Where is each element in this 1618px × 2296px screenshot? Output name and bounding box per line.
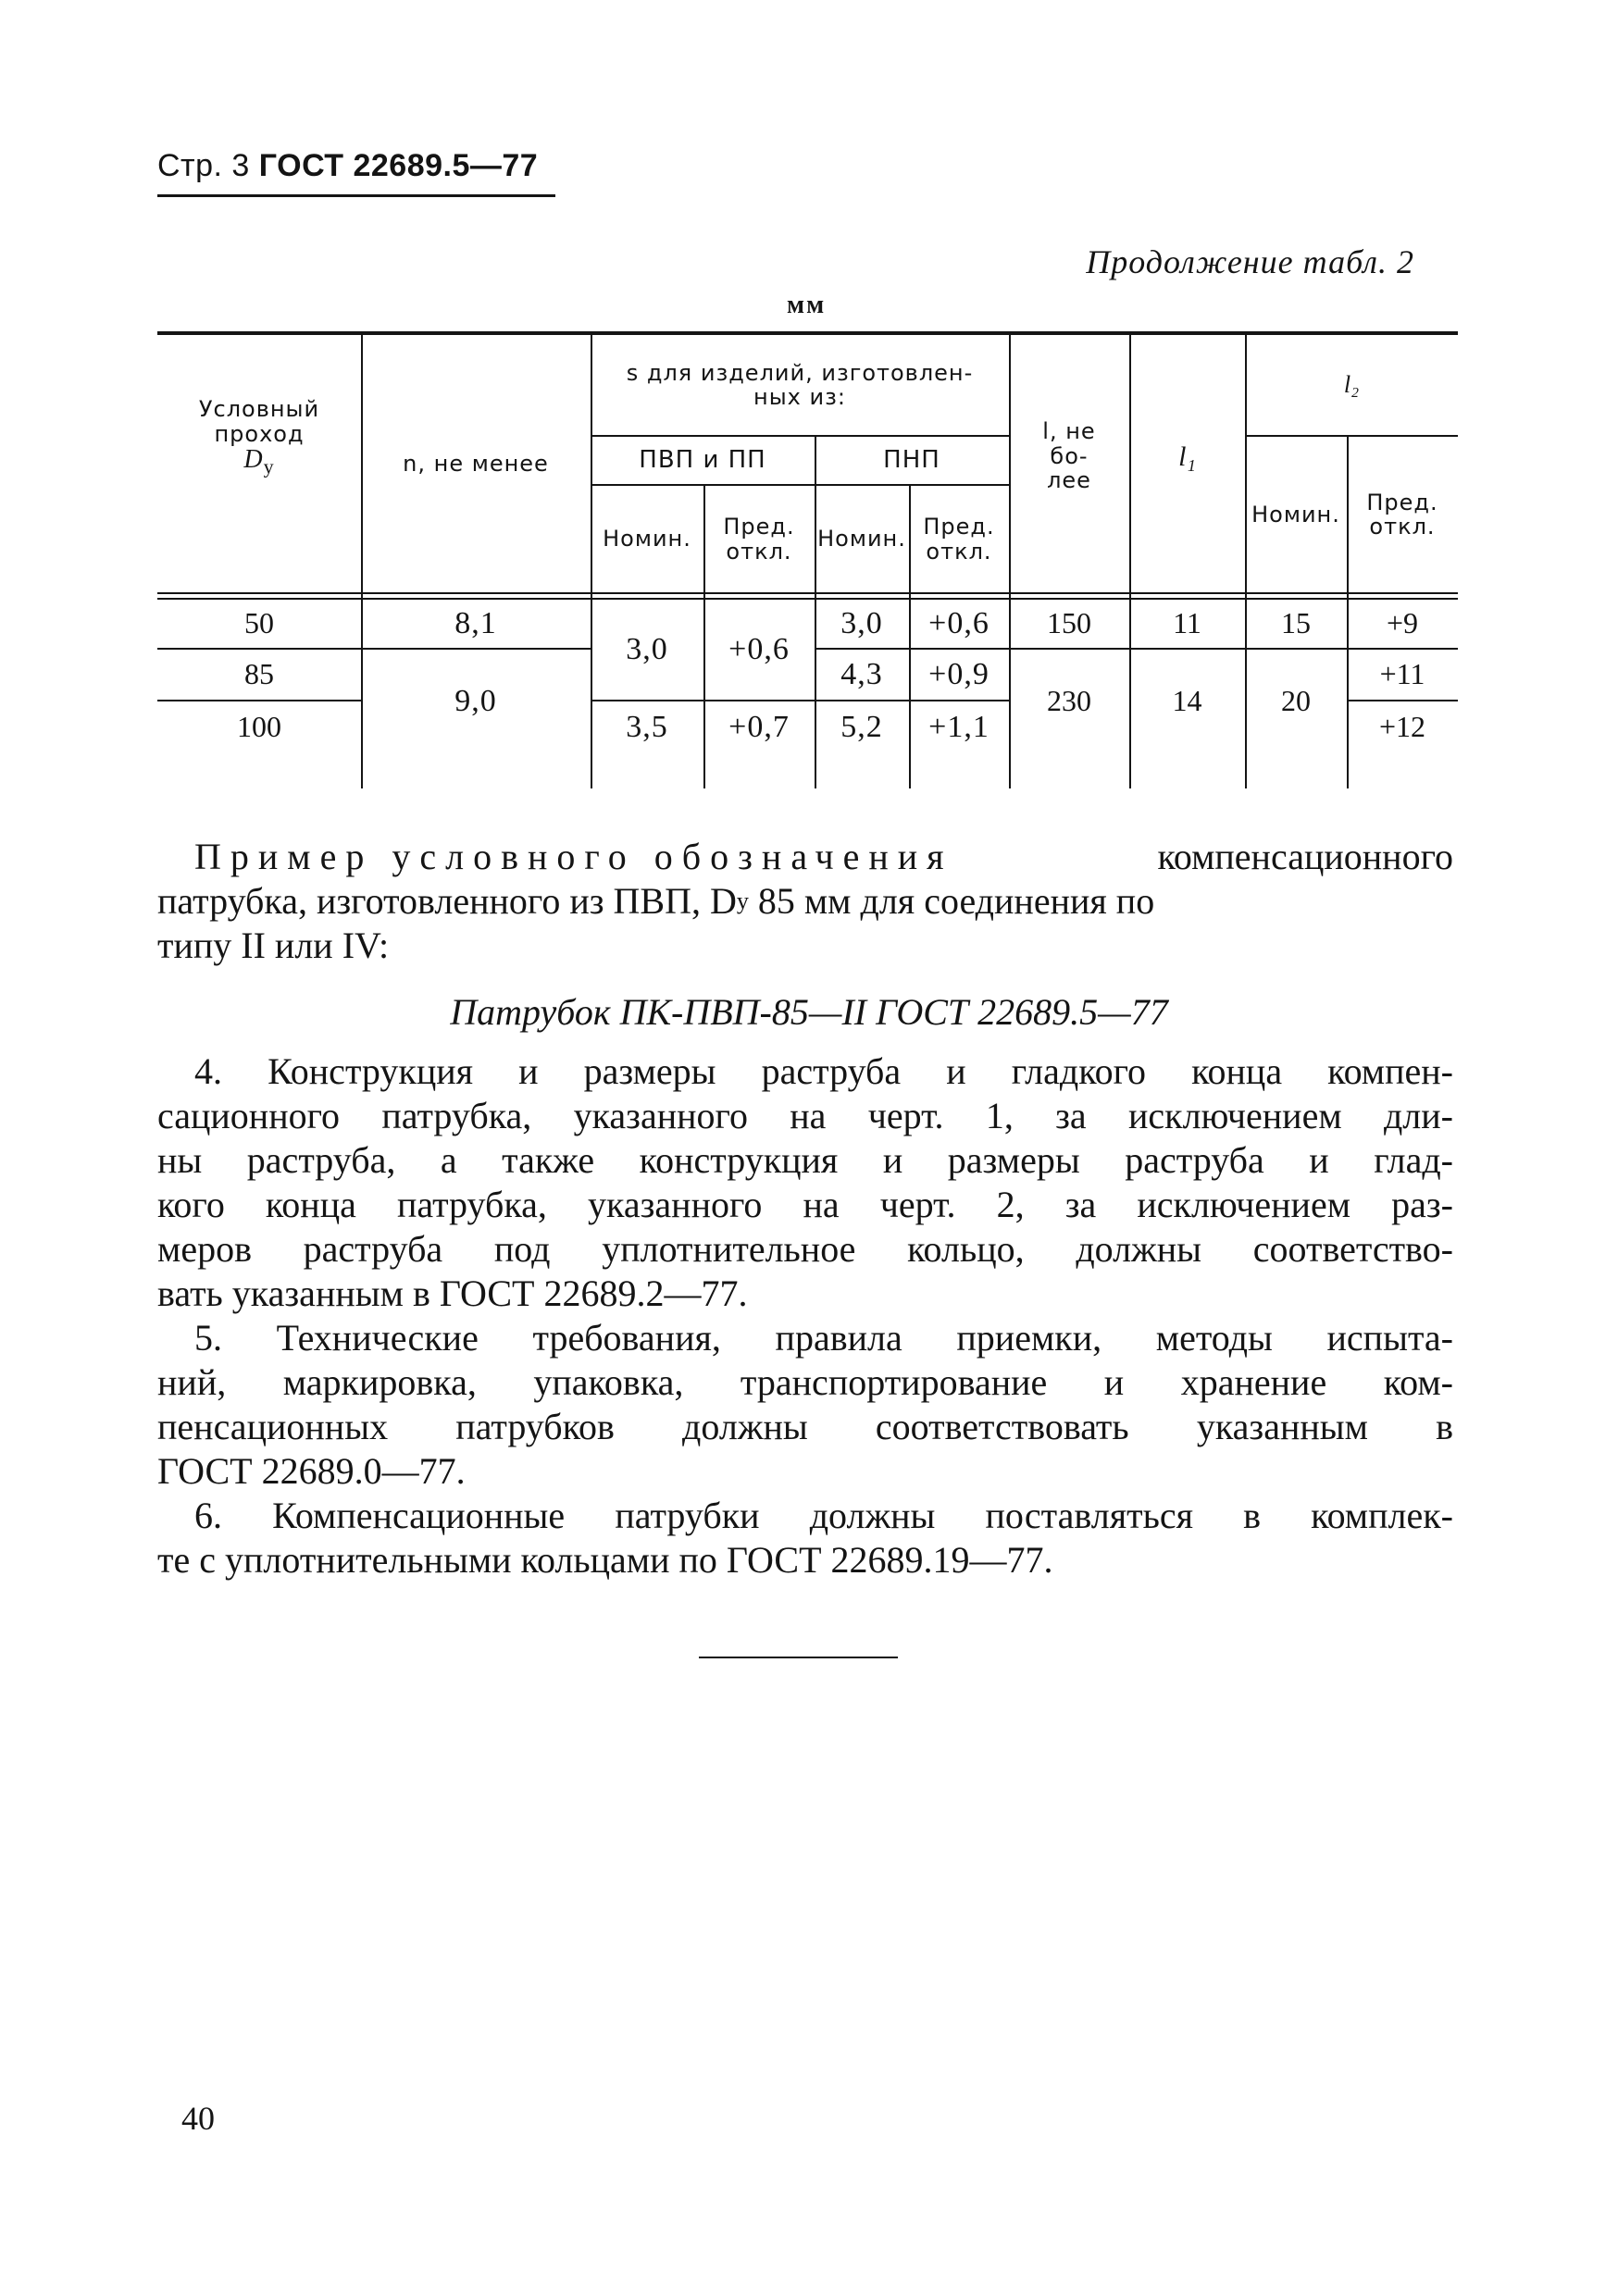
col-header-l2: l₂: [1343, 370, 1360, 398]
cell-l: 150: [1047, 606, 1091, 640]
cell-l2-nom: 15: [1281, 606, 1311, 640]
clause-line: 5. Технические требования, правила приемки, методы испыта-: [194, 1317, 1453, 1359]
clause-line: пенсационных патрубков должны соответствовать указанным в: [157, 1406, 1453, 1447]
table-continuation-label: Продолжение табл. 2: [1086, 243, 1414, 280]
col-header-pvp-nom: Номин.: [603, 526, 691, 552]
example-line-2: [157, 879, 1453, 924]
col-header-l2-nom: Номин.: [1251, 501, 1340, 527]
example-line2-text: патрубка, изготовленного из ПВП, D: [157, 880, 737, 922]
col-header-pnp-nom: Номин.: [817, 526, 906, 552]
col-header-s-label: s для изделий, изготовлен- ных из:: [626, 359, 974, 410]
dimensions-table: [157, 331, 1458, 794]
standard-code: ГОСТ 22689.5—77: [258, 148, 539, 183]
clause-line: ний, маркировка, упаковка, транспортирование и хранение ком-: [157, 1361, 1453, 1403]
units-label: мм: [787, 291, 827, 319]
clause-line: кого конца патрубка, указанного на черт. 2, за исключением раз-: [157, 1184, 1453, 1225]
cell-l2-dev: +9: [1386, 606, 1419, 640]
cell-l: 230: [1047, 684, 1091, 718]
end-rule: [699, 1657, 898, 1658]
cell-pnp-nom: 3,0: [840, 606, 883, 641]
cell-dy: 100: [237, 710, 281, 744]
cell-pvp-dev: +0,7: [728, 710, 790, 745]
cell-pnp-dev: +1,1: [928, 710, 989, 745]
example-line1-rest: компенсационного: [1157, 836, 1453, 877]
clause-line: 4. Конструкция и размеры раструба и гладкого конца компен-: [194, 1050, 1453, 1092]
cell-l2-nom: 20: [1281, 684, 1311, 718]
cell-pnp-nom: 5,2: [840, 710, 883, 745]
clause-line: те с уплотнительными кольцами по ГОСТ 22689.19—77.: [157, 1539, 1053, 1581]
col-header-l2-dev: Пред. откл.: [1366, 489, 1438, 540]
cell-n: 8,1: [454, 606, 497, 641]
cell-l2-dev: +11: [1379, 657, 1425, 691]
col-header-pnp-dev: Пред. откл.: [923, 514, 995, 565]
cell-pnp-nom: 4,3: [840, 657, 883, 692]
clause-line: меров раструба под уплотнительное кольцо, должны соответство-: [157, 1228, 1453, 1270]
clause-line: ны раструба, а также конструкция и размеры раструба и глад-: [157, 1139, 1453, 1181]
example-paragraph: [157, 835, 1453, 968]
example-line-3: типу II или IV:: [157, 925, 390, 966]
col-header-pnp: ПНП: [883, 446, 940, 475]
page-label: Стр. 3: [157, 148, 250, 183]
cell-dy: 50: [244, 606, 274, 640]
col-header-s: [591, 335, 1009, 435]
example-line2-sub: у: [736, 887, 749, 914]
col-header-nominal-bore: [157, 387, 361, 489]
dy-symbol: $D_у$: [243, 445, 275, 478]
cell-pvp-nom: 3,5: [626, 710, 668, 745]
col-header-n-label: n, не менее: [403, 450, 549, 477]
example-lead: Пример условного обозначения: [194, 836, 953, 877]
col-header-l: l, не бо- лее: [1042, 418, 1096, 494]
col-header-n: [361, 335, 591, 592]
designation-example: Патрубок ПК-ПВП-85—II ГОСТ 22689.5—77: [450, 991, 1168, 1033]
example-line-1: [194, 835, 1453, 879]
col-header-nominal-bore-label: Условный проход: [198, 396, 320, 447]
cell-l2-dev: +12: [1378, 710, 1426, 744]
page-number: 40: [181, 2100, 215, 2137]
clauses: [157, 1049, 1453, 1582]
cell-l1: 14: [1172, 684, 1202, 718]
page-header: [157, 148, 538, 184]
clause-line: ГОСТ 22689.0—77.: [157, 1450, 466, 1492]
cell-pnp-dev: +0,9: [928, 657, 989, 692]
cell-n: 9,0: [454, 684, 497, 719]
col-header-l1: l₁: [1178, 441, 1196, 472]
clause-line: 6. Компенсационные патрубки должны поставляться в комплек-: [194, 1495, 1453, 1536]
cell-pnp-dev: +0,6: [928, 606, 989, 641]
cell-pvp-nom: 3,0: [626, 632, 668, 667]
clause-line: вать указанным в ГОСТ 22689.2—77.: [157, 1272, 748, 1314]
header-rule: [157, 194, 555, 197]
cell-l1: 11: [1173, 606, 1201, 640]
example-line2-tail: 85 мм для соединения по: [748, 880, 1155, 922]
col-header-pvp: ПВП и ПП: [639, 446, 766, 475]
cell-pvp-dev: +0,6: [728, 632, 790, 667]
clause-line: сационного патрубка, указанного на черт. 1, за исключением дли-: [157, 1095, 1453, 1136]
cell-dy: 85: [244, 657, 274, 691]
col-header-pvp-dev: Пред. откл.: [723, 514, 795, 565]
